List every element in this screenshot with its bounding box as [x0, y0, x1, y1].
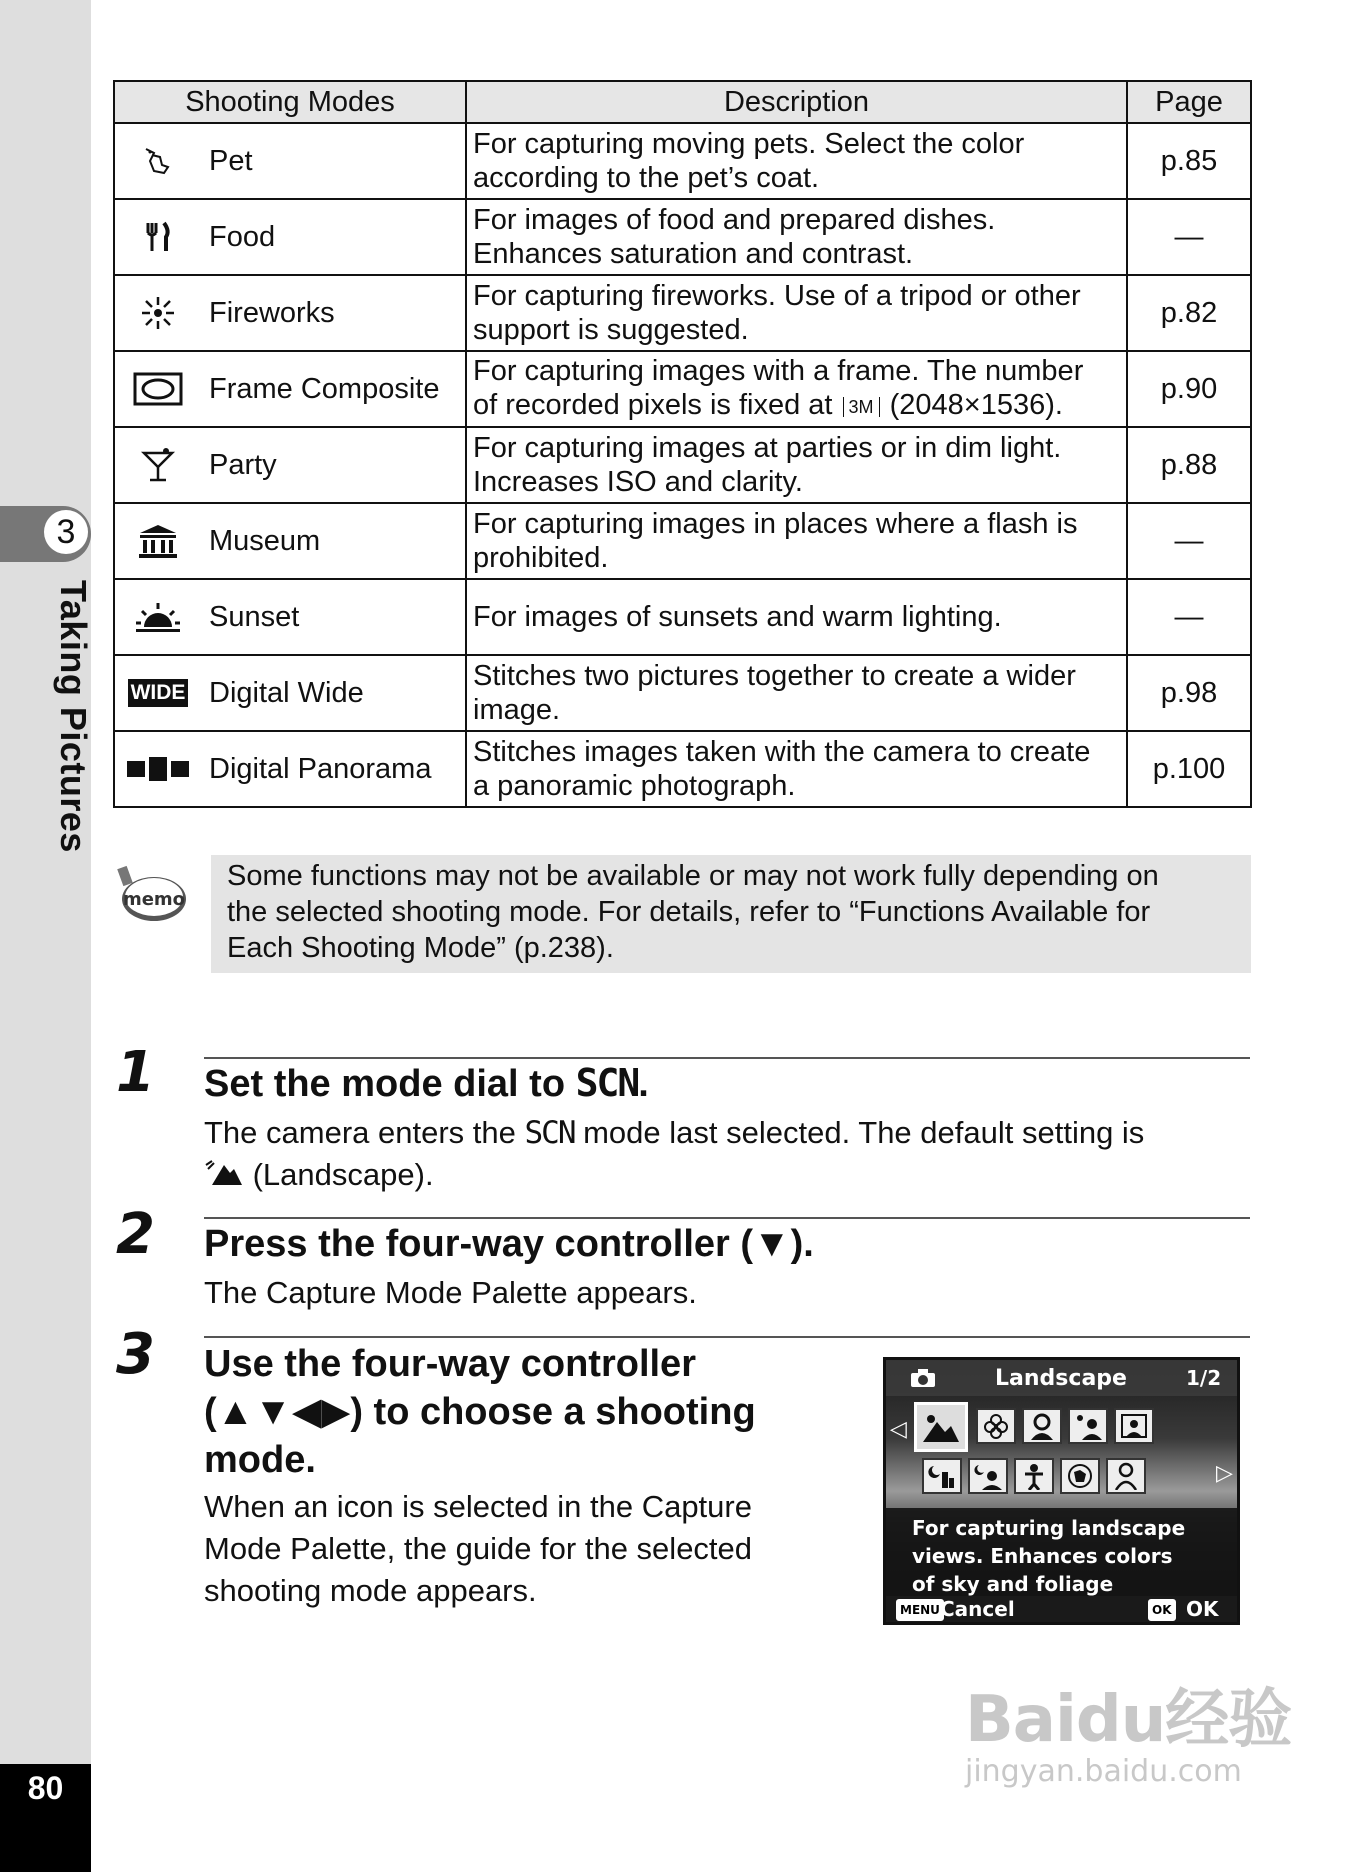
food-icon [115, 217, 201, 257]
description-line: For capturing images with a frame. The number [473, 355, 1084, 388]
palette-portrait-tile[interactable] [1022, 1408, 1062, 1444]
palette-night-scene-tile[interactable] [922, 1458, 962, 1494]
table-row [114, 123, 1251, 199]
table-row [114, 731, 1251, 807]
digital-wide-icon [115, 673, 201, 713]
description-line: support is suggested. [473, 314, 749, 346]
chapter-title: Taking Pictures [53, 580, 94, 853]
scn-symbol: SCN [575, 1061, 639, 1105]
description-line: Stitches two pictures together to create a wider [473, 660, 1076, 692]
table-row [114, 275, 1251, 351]
palette-header [886, 1360, 1237, 1396]
image-size-badge: 3M [843, 397, 880, 417]
mode-name: Sunset [209, 600, 300, 633]
palette-right-arrow[interactable]: ▷ [1216, 1460, 1233, 1485]
mode-name: Digital Wide [209, 676, 364, 709]
page-number: 80 [27, 1770, 64, 1806]
table-row [114, 655, 1251, 731]
description-line: Enhances saturation and contrast. [473, 238, 914, 270]
palette-flower-tile[interactable] [976, 1408, 1016, 1444]
description-line: a panoramic photograph. [473, 770, 796, 802]
palette-footer [886, 1596, 1237, 1622]
digital-panorama-icon [115, 749, 201, 789]
step-body: The Capture Mode Palette appears. [204, 1275, 697, 1310]
page-ref: — [1127, 503, 1251, 579]
description-line: For capturing images in places where a flash is [473, 508, 1078, 540]
description-line: according to the pet’s coat. [473, 162, 820, 194]
frame-composite-icon [115, 369, 201, 409]
step-divider [204, 1217, 1250, 1219]
page-ref: p.85 [1127, 123, 1251, 199]
mode-name: Pet [209, 144, 253, 177]
description-line: For images of sunsets and warm lighting. [473, 601, 1002, 633]
palette-pet-tile[interactable] [1060, 1458, 1100, 1494]
mode-name: Fireworks [209, 296, 335, 329]
header-description: Description [466, 81, 1127, 123]
page-ref: — [1127, 579, 1251, 655]
palette-night-portrait2-tile[interactable] [968, 1458, 1008, 1494]
memo-text-line: Some functions may not be available or may not work fully depending on [227, 860, 1159, 892]
scn-symbol: SCN [524, 1115, 575, 1151]
description-line: of recorded pixels is fixed at [473, 389, 841, 422]
mode-name: Digital Panorama [209, 752, 432, 785]
description-line: image. [473, 694, 561, 726]
palette-guide-text: For capturing landscape views. Enhances colors of sky and foliage [886, 1508, 1237, 1600]
header-page: Page [1127, 81, 1251, 123]
palette-kids-tile[interactable] [1014, 1458, 1054, 1494]
mode-name: Frame Composite [209, 372, 440, 405]
description-line: Increases ISO and clarity. [473, 466, 803, 498]
museum-icon [115, 521, 201, 561]
palette-landscape-tile[interactable] [914, 1402, 968, 1452]
step-title: Set the mode dial to SCN. [204, 1061, 649, 1105]
capture-mode-palette-screen [883, 1357, 1240, 1625]
step-divider [204, 1336, 1250, 1338]
fireworks-icon [115, 293, 201, 333]
shooting-modes-table [113, 80, 1252, 808]
landscape-icon [204, 1156, 244, 1198]
description-line: For capturing moving pets. Select the color [473, 128, 1025, 160]
step-body: When an icon is selected in the Capture Mode Palette, the guide for the selected shooting mode appears. [204, 1489, 753, 1608]
description-line: For capturing fireworks. Use of a tripod or other [473, 280, 1081, 312]
chapter-number: 3 [44, 510, 88, 554]
table-row [114, 199, 1251, 275]
menu-key-icon: MENU [896, 1599, 944, 1621]
page-ref: p.90 [1127, 351, 1251, 427]
page-ref: p.88 [1127, 427, 1251, 503]
pet-icon [115, 141, 201, 181]
step-title: Press the four-way controller (▼). [204, 1223, 814, 1265]
table-row [114, 351, 1251, 427]
mode-name: Party [209, 448, 277, 481]
palette-self-portrait-tile[interactable] [1114, 1408, 1154, 1444]
description-line: Stitches images taken with the camera to create [473, 736, 1091, 768]
palette-baby-tile[interactable] [1106, 1458, 1146, 1494]
ok-key-icon: OK [1148, 1599, 1176, 1621]
mode-name: Food [209, 220, 276, 253]
palette-night-portrait-tile[interactable] [1068, 1408, 1108, 1444]
description-line: (2048×1536). [881, 389, 1063, 422]
step-title: Use the four-way controller (▲▼◀▶) to choose a shooting mode. [204, 1343, 756, 1481]
palette-mode-title: Landscape [995, 1366, 1127, 1391]
description-line: For capturing images at parties or in dim light. [473, 432, 1062, 464]
memo-icon [116, 865, 188, 930]
palette-page-indicator: 1/2 [1186, 1366, 1222, 1390]
memo-text-line: the selected shooting mode. For details, refer to “Functions Available for [227, 896, 1151, 928]
sunset-icon [115, 597, 201, 637]
header-shooting-modes: Shooting Modes [114, 81, 466, 123]
page-ref: p.98 [1127, 655, 1251, 731]
step-number: 2 [116, 1202, 155, 1267]
page-ref: — [1127, 199, 1251, 275]
description-line: prohibited. [473, 542, 609, 574]
mode-name: Museum [209, 524, 321, 557]
palette-left-arrow[interactable]: ◁ [890, 1416, 907, 1441]
cancel-button[interactable]: Cancel [940, 1597, 1015, 1621]
page-ref: p.82 [1127, 275, 1251, 351]
watermark [965, 1668, 1291, 1789]
camera-icon [910, 1368, 936, 1393]
table-header-row [114, 81, 1251, 123]
page-ref: p.100 [1127, 731, 1251, 807]
table-row [114, 427, 1251, 503]
step-body: The camera enters the SCN mode last selected. The default setting is (Landscape). [204, 1112, 1144, 1198]
table-row [114, 503, 1251, 579]
side-band [0, 0, 91, 1872]
table-row [114, 579, 1251, 655]
memo-box [211, 855, 1251, 973]
watermark-logo: Baidu经验 [965, 1683, 1292, 1757]
step-number: 3 [116, 1322, 155, 1387]
wide-icon-label: WIDE [128, 679, 189, 707]
ok-button[interactable]: OK [1186, 1597, 1219, 1621]
memo-text-line: Each Shooting Mode” (p.238). [227, 932, 614, 964]
description-line: For images of food and prepared dishes. [473, 204, 996, 236]
memo-icon-label: memo [122, 889, 186, 910]
party-icon [115, 445, 201, 485]
watermark-url: jingyan.baidu.com [965, 1754, 1242, 1789]
step-number: 1 [116, 1040, 155, 1105]
